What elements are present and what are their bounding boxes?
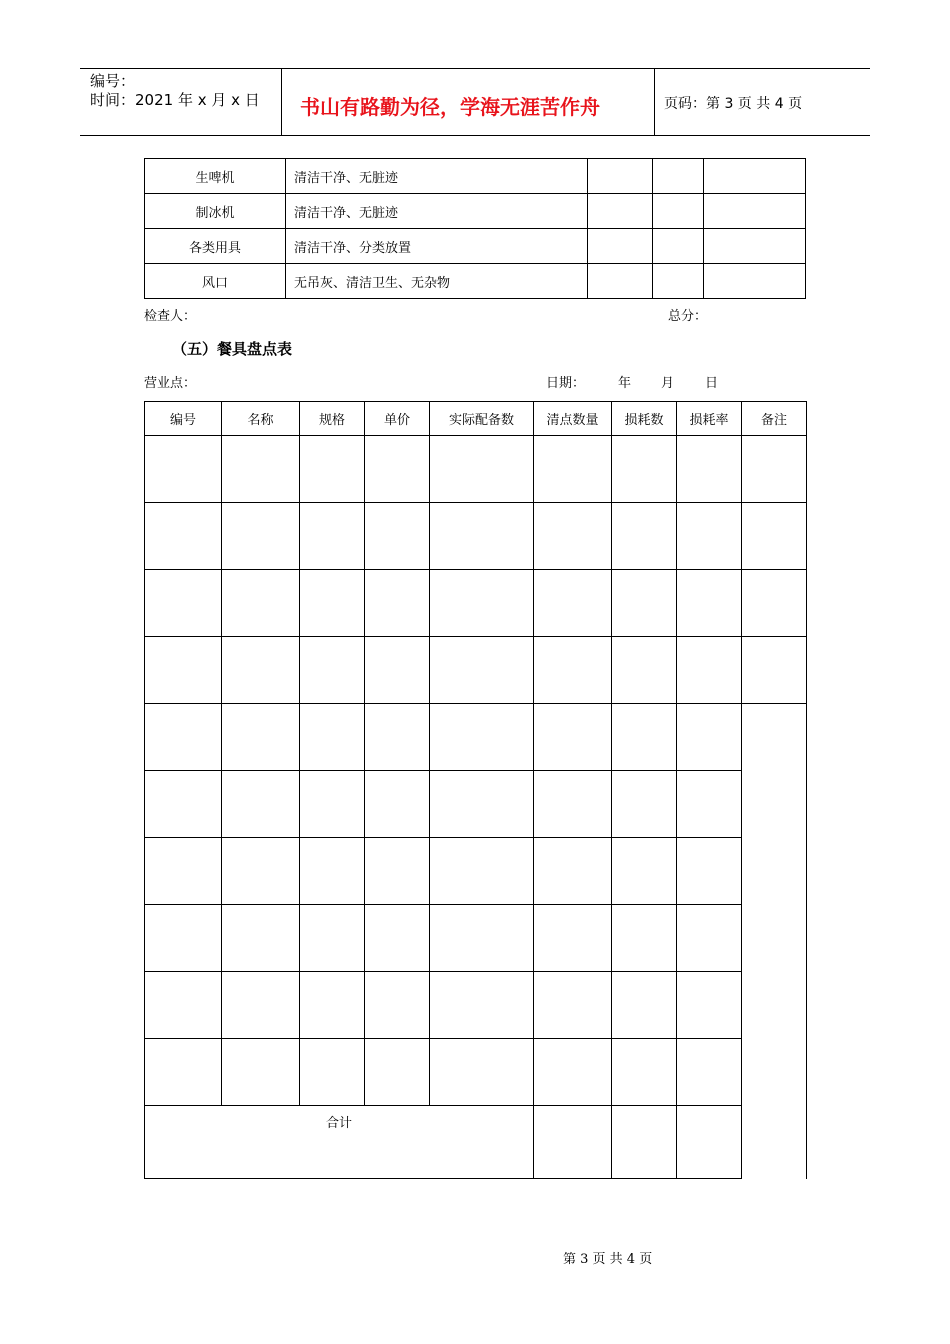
table-cell xyxy=(430,972,534,1039)
table-cell xyxy=(365,436,430,503)
table-cell xyxy=(222,570,300,637)
table-cell xyxy=(300,503,365,570)
header-divider-left xyxy=(281,68,282,136)
inspection-cell xyxy=(704,194,806,229)
table-cell xyxy=(534,771,612,838)
table-cell xyxy=(534,838,612,905)
inspection-standard: 清洁干净、分类放置 xyxy=(286,229,588,264)
column-header: 实际配备数 xyxy=(430,402,534,436)
table-cell xyxy=(365,503,430,570)
table-cell xyxy=(365,1039,430,1106)
table-header-row xyxy=(145,402,807,436)
table-row xyxy=(145,704,807,771)
table-row xyxy=(145,503,807,570)
table-cell xyxy=(677,503,742,570)
table-cell xyxy=(742,570,807,637)
table-row xyxy=(145,159,806,194)
table-cell xyxy=(612,1106,677,1179)
table-cell xyxy=(365,838,430,905)
table-cell xyxy=(677,1039,742,1106)
table-cell xyxy=(430,905,534,972)
table-cell xyxy=(300,972,365,1039)
table-row xyxy=(145,1039,807,1106)
column-header: 备注 xyxy=(742,402,807,436)
table-row xyxy=(145,229,806,264)
inspection-cell xyxy=(588,194,653,229)
header-time-label: 时间：2021 年 x 月 x 日 xyxy=(90,91,260,109)
inspection-item: 风口 xyxy=(145,264,286,299)
table-cell xyxy=(145,436,222,503)
table-cell xyxy=(222,972,300,1039)
date-year: 年 xyxy=(618,376,632,391)
table-row xyxy=(145,570,807,637)
table-row xyxy=(145,905,807,972)
date-day: 日 xyxy=(705,376,719,391)
table-cell xyxy=(612,905,677,972)
table-cell xyxy=(222,637,300,704)
inspection-item: 各类用具 xyxy=(145,229,286,264)
table-cell xyxy=(612,704,677,771)
header-page-info: 页码：第 3 页 共 4 页 xyxy=(664,96,803,112)
table-cell xyxy=(677,704,742,771)
table-cell xyxy=(300,905,365,972)
table-cell xyxy=(534,436,612,503)
column-header: 损耗数 xyxy=(612,402,677,436)
table-cell xyxy=(677,771,742,838)
table-cell xyxy=(145,771,222,838)
table-cell xyxy=(677,905,742,972)
table-cell xyxy=(365,905,430,972)
table-cell xyxy=(742,637,807,704)
table-cell xyxy=(534,1039,612,1106)
section-title: （五）餐具盘点表 xyxy=(172,340,293,358)
total-label: 合计 xyxy=(145,1106,534,1179)
table-row xyxy=(145,436,807,503)
table-cell xyxy=(300,637,365,704)
column-header: 名称 xyxy=(222,402,300,436)
table-row xyxy=(145,637,807,704)
table-cell xyxy=(534,905,612,972)
table-cell xyxy=(534,570,612,637)
table-cell xyxy=(534,637,612,704)
table-cell xyxy=(145,972,222,1039)
table-cell xyxy=(430,570,534,637)
table-cell xyxy=(222,704,300,771)
table-cell xyxy=(300,704,365,771)
table-cell xyxy=(612,637,677,704)
table-cell xyxy=(677,436,742,503)
table-cell xyxy=(300,1039,365,1106)
table-cell xyxy=(300,436,365,503)
table-cell xyxy=(300,838,365,905)
table-cell xyxy=(612,838,677,905)
table-cell xyxy=(430,503,534,570)
table-cell xyxy=(534,1106,612,1179)
table-row xyxy=(145,838,807,905)
table-cell xyxy=(534,972,612,1039)
table-cell xyxy=(145,637,222,704)
header-number-label: 编号： xyxy=(90,72,136,90)
table-cell xyxy=(742,503,807,570)
table-cell xyxy=(222,905,300,972)
inspection-cell xyxy=(704,264,806,299)
table-cell xyxy=(612,972,677,1039)
inspector-label: 检查人： xyxy=(144,309,197,324)
header-divider-right xyxy=(654,68,655,136)
table-cell xyxy=(742,436,807,503)
column-header: 损耗率 xyxy=(677,402,742,436)
table-cell xyxy=(222,436,300,503)
table-cell xyxy=(145,570,222,637)
inspection-item: 生啤机 xyxy=(145,159,286,194)
inspection-cell xyxy=(588,229,653,264)
outlet-label: 营业点： xyxy=(144,376,197,391)
table-cell xyxy=(222,838,300,905)
inspection-cell xyxy=(653,264,704,299)
table-cell xyxy=(365,771,430,838)
table-cell xyxy=(145,1039,222,1106)
column-header: 清点数量 xyxy=(534,402,612,436)
inspection-cell xyxy=(704,229,806,264)
remarks-merged-cell xyxy=(742,704,807,1179)
table-cell xyxy=(145,503,222,570)
table-cell xyxy=(677,570,742,637)
table-cell xyxy=(222,503,300,570)
table-cell xyxy=(365,637,430,704)
table-cell xyxy=(612,436,677,503)
inspection-cell xyxy=(653,159,704,194)
date-month: 月 xyxy=(661,376,675,391)
date-label: 日期： xyxy=(546,376,586,391)
table-cell xyxy=(365,972,430,1039)
total-score-label: 总分： xyxy=(668,309,708,324)
table-cell xyxy=(145,704,222,771)
table-cell xyxy=(677,637,742,704)
inspection-cell xyxy=(653,194,704,229)
table-cell xyxy=(430,771,534,838)
inspection-cell xyxy=(588,159,653,194)
inspection-standard: 清洁干净、无脏迹 xyxy=(286,159,588,194)
header-bottom-rule xyxy=(80,135,870,136)
column-header: 单价 xyxy=(365,402,430,436)
table-row xyxy=(145,264,806,299)
table-cell xyxy=(222,1039,300,1106)
table-cell xyxy=(677,972,742,1039)
table-cell xyxy=(612,570,677,637)
column-header: 规格 xyxy=(300,402,365,436)
table-cell xyxy=(612,1039,677,1106)
table-cell xyxy=(612,503,677,570)
inspection-cell xyxy=(588,264,653,299)
inspection-cell xyxy=(653,229,704,264)
total-row xyxy=(145,1106,807,1179)
table-cell xyxy=(145,838,222,905)
table-cell xyxy=(534,704,612,771)
table-cell xyxy=(430,838,534,905)
table-cell xyxy=(677,1106,742,1179)
table-cell xyxy=(612,771,677,838)
table-cell xyxy=(430,637,534,704)
inspection-table xyxy=(144,158,806,299)
table-cell xyxy=(300,771,365,838)
table-row xyxy=(145,972,807,1039)
header-top-rule xyxy=(80,68,870,69)
inspection-standard: 无吊灰、清洁卫生、无杂物 xyxy=(286,264,588,299)
table-cell xyxy=(430,1039,534,1106)
table-cell xyxy=(534,503,612,570)
table-cell xyxy=(300,570,365,637)
table-row xyxy=(145,771,807,838)
header-motto: 书山有路勤为径，学海无涯苦作舟 xyxy=(300,95,600,119)
table-cell xyxy=(222,771,300,838)
inspection-item: 制冰机 xyxy=(145,194,286,229)
footer-page-number: 第 3 页 共 4 页 xyxy=(563,1252,653,1267)
tableware-table xyxy=(144,401,807,1179)
table-cell xyxy=(430,436,534,503)
inspection-cell xyxy=(704,159,806,194)
table-cell xyxy=(430,704,534,771)
table-cell xyxy=(365,704,430,771)
table-cell xyxy=(677,838,742,905)
table-row xyxy=(145,194,806,229)
table-cell xyxy=(365,570,430,637)
column-header: 编号 xyxy=(145,402,222,436)
inspection-standard: 清洁干净、无脏迹 xyxy=(286,194,588,229)
table-cell xyxy=(145,905,222,972)
